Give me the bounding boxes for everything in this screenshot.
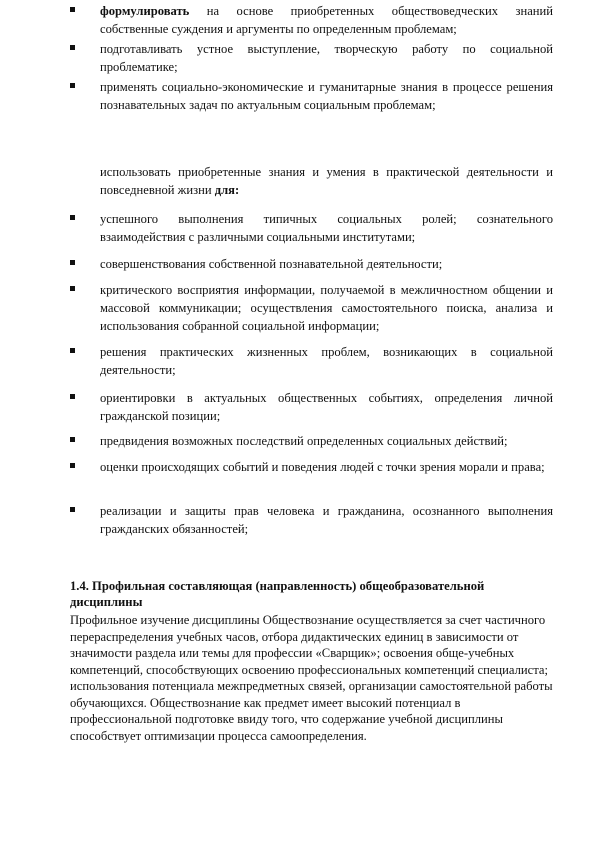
bullet-icon [70, 437, 75, 442]
list-item [70, 2, 553, 38]
bullet-icon [70, 507, 75, 512]
list-item-text: предвидения возможных последствий определенных социальных действий; [100, 434, 508, 448]
list-item-text: подготавливать устное выступление, творческую работу по социальной проблематике; [100, 42, 553, 74]
lead-paragraph [100, 163, 553, 199]
body-paragraph: Профильное изучение дисциплины Обществознание осуществляется за счет частичного перераспределения учебных часов, отбора дидактических единиц в зависимости от значимости раздела или темы для профессии «Сварщик»; освоения обще-учебных компетенций, способствующих освоению профессиональных компетенций специалиста; использования потенциала межпредметных связей, организации самостоятельной работы обучающихся. Обществознание как предмет имеет высокий потенциал в профессиональной подготовке ввиду того, что содержание учебной дисциплины способствует оптимизации процесса самоопределения. [70, 613, 553, 743]
bullet-icon [70, 7, 75, 12]
bullet-icon [70, 348, 75, 353]
list-item-text: совершенствования собственной познавательной деятельности; [100, 257, 443, 271]
list-item-text: критического восприятия информации, получаемой в межличностном общении и массовой коммуникации; осуществления самостоятельного поиска, анализа и использования собранной социальной информации; [100, 283, 553, 333]
list-item [70, 432, 553, 450]
list-item [70, 458, 553, 476]
list-item [70, 40, 553, 76]
list-item-body: на основе приобретенных обществоведческих знаний собственные суждения и аргументы по определенным проблемам; [100, 4, 553, 36]
list-item [70, 502, 553, 538]
list-item [70, 210, 553, 246]
list-item-text: реализации и защиты прав человека и гражданина, осознанного выполнения гражданских обязанностей; [100, 504, 553, 536]
bullet-icon [70, 45, 75, 50]
list-item [70, 343, 553, 379]
section-heading: 1.4. Профильная составляющая (направленность) общеобразовательной дисциплины [70, 579, 485, 609]
list-item [70, 281, 553, 335]
list-item-text: решения практических жизненных проблем, возникающих в социальной деятельности; [100, 345, 553, 377]
list-item-text: ориентировки в актуальных общественных событиях, определения личной гражданской позиции; [100, 391, 553, 423]
bullet-icon [70, 394, 75, 399]
lead-text: использовать приобретенные знания и умения в практической деятельности и повседневной жизни [100, 165, 553, 197]
lead-bold: для: [214, 183, 240, 197]
list-item-text: успешного выполнения типичных социальных ролей; сознательного взаимодействия с различными социальными институтами; [100, 212, 553, 244]
bullet-icon [70, 215, 75, 220]
list-item [70, 255, 553, 273]
list-item-text [100, 2, 553, 38]
bullet-icon [70, 83, 75, 88]
bullet-icon [70, 463, 75, 468]
list-item-text: применять социально-экономические и гуманитарные знания в процессе решения познавательных задач по актуальным социальным проблемам; [100, 80, 553, 112]
bullet-icon [70, 286, 75, 291]
list-item [70, 78, 553, 114]
list-item-text: оценки происходящих событий и поведения людей с точки зрения морали и права; [100, 460, 545, 474]
bullet-icon [70, 260, 75, 265]
list-item-lead: формулировать [100, 4, 190, 18]
list-item [70, 389, 553, 425]
